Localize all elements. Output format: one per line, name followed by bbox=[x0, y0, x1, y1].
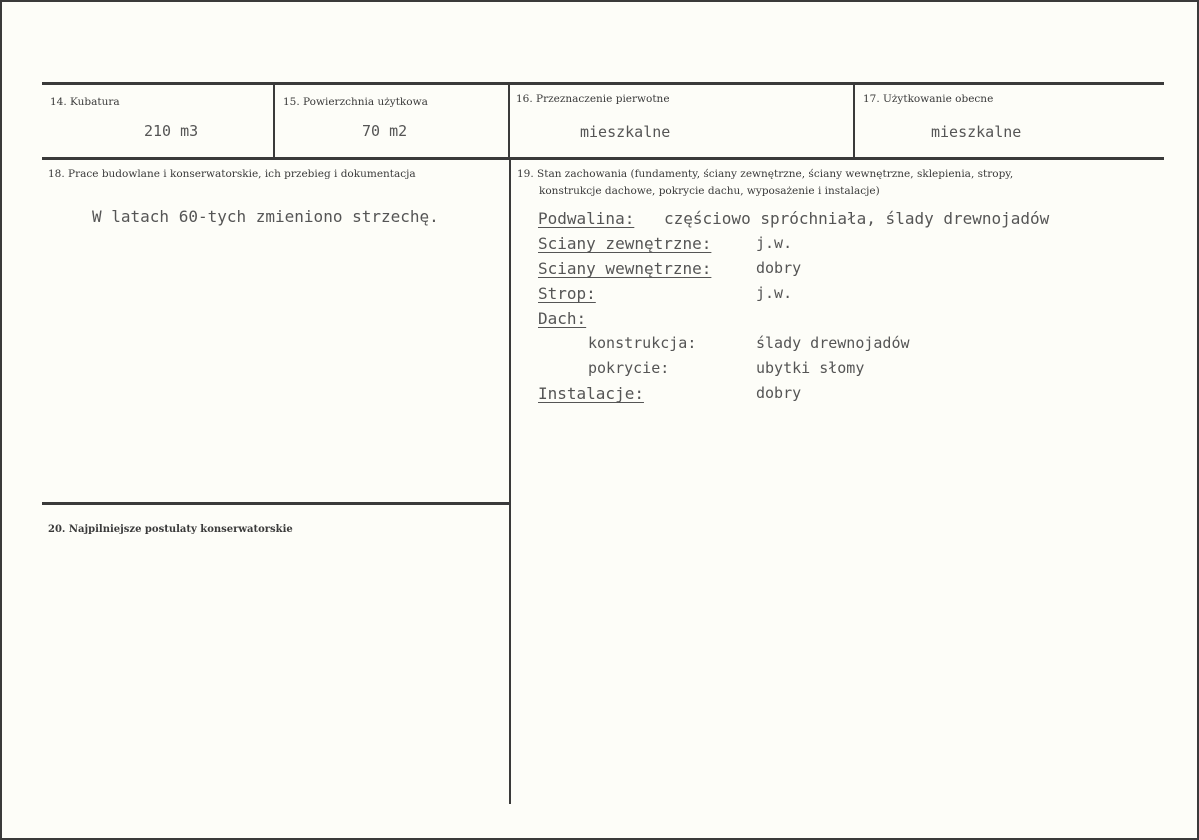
condition-value-sciany-wewnetrzne: dobry bbox=[756, 259, 802, 277]
condition-key-konstrukcja: konstrukcja: bbox=[588, 334, 697, 352]
field-14-value: 210 m3 bbox=[144, 122, 199, 140]
condition-value-podwalina: częściowo spróchniała, ślady drewnojadów bbox=[664, 209, 1050, 228]
header-bottom-rule bbox=[42, 157, 1164, 160]
field-19-label-line-2: konstrukcje dachowe, pokrycie dachu, wyposażenie i instalacje) bbox=[539, 185, 880, 197]
condition-key-instalacje: Instalacje: bbox=[538, 384, 644, 403]
condition-value-pokrycie: ubytki słomy bbox=[756, 359, 865, 377]
condition-key-pokrycie: pokrycie: bbox=[588, 359, 670, 377]
header-divider-1 bbox=[273, 84, 275, 158]
condition-value-instalacje: dobry bbox=[756, 384, 802, 402]
field-18-label: 18. Prace budowlane i konserwatorskie, ich przebieg i dokumentacja bbox=[48, 168, 416, 180]
header-divider-2 bbox=[508, 84, 510, 158]
field-16-value: mieszkalne bbox=[580, 123, 671, 141]
field-17-value: mieszkalne bbox=[931, 123, 1022, 141]
condition-key-dach: Dach: bbox=[538, 309, 587, 328]
condition-key-podwalina: Podwalina: bbox=[538, 209, 635, 228]
field-19-label-line-1: 19. Stan zachowania (fundamenty, ściany zewnętrzne, ściany wewnętrzne, sklepienia, stropy, bbox=[517, 168, 1014, 180]
condition-key-sciany-wewnetrzne: Sciany wewnętrzne: bbox=[538, 259, 712, 278]
field-17-label: 17. Użytkowanie obecne bbox=[863, 93, 994, 105]
condition-value-sciany-zewnetrzne: j.w. bbox=[756, 234, 793, 252]
top-rule bbox=[42, 82, 1164, 85]
field-14-label: 14. Kubatura bbox=[50, 96, 120, 108]
field-15-value: 70 m2 bbox=[362, 122, 408, 140]
condition-value-strop: j.w. bbox=[756, 284, 793, 302]
field-15-label: 15. Powierzchnia użytkowa bbox=[283, 96, 428, 108]
condition-key-sciany-zewnetrzne: Sciany zewnętrzne: bbox=[538, 234, 712, 253]
field-18-text: W latach 60-tych zmieniono strzechę. bbox=[92, 207, 439, 226]
main-divider bbox=[509, 159, 511, 804]
condition-value-konstrukcja: ślady drewnojadów bbox=[756, 334, 910, 352]
field-20-label: 20. Najpilniejsze postulaty konserwatorskie bbox=[48, 524, 293, 535]
header-divider-3 bbox=[853, 84, 855, 158]
field-16-label: 16. Przeznaczenie pierwotne bbox=[516, 93, 670, 105]
condition-key-strop: Strop: bbox=[538, 284, 596, 303]
left-split-rule bbox=[42, 502, 509, 505]
